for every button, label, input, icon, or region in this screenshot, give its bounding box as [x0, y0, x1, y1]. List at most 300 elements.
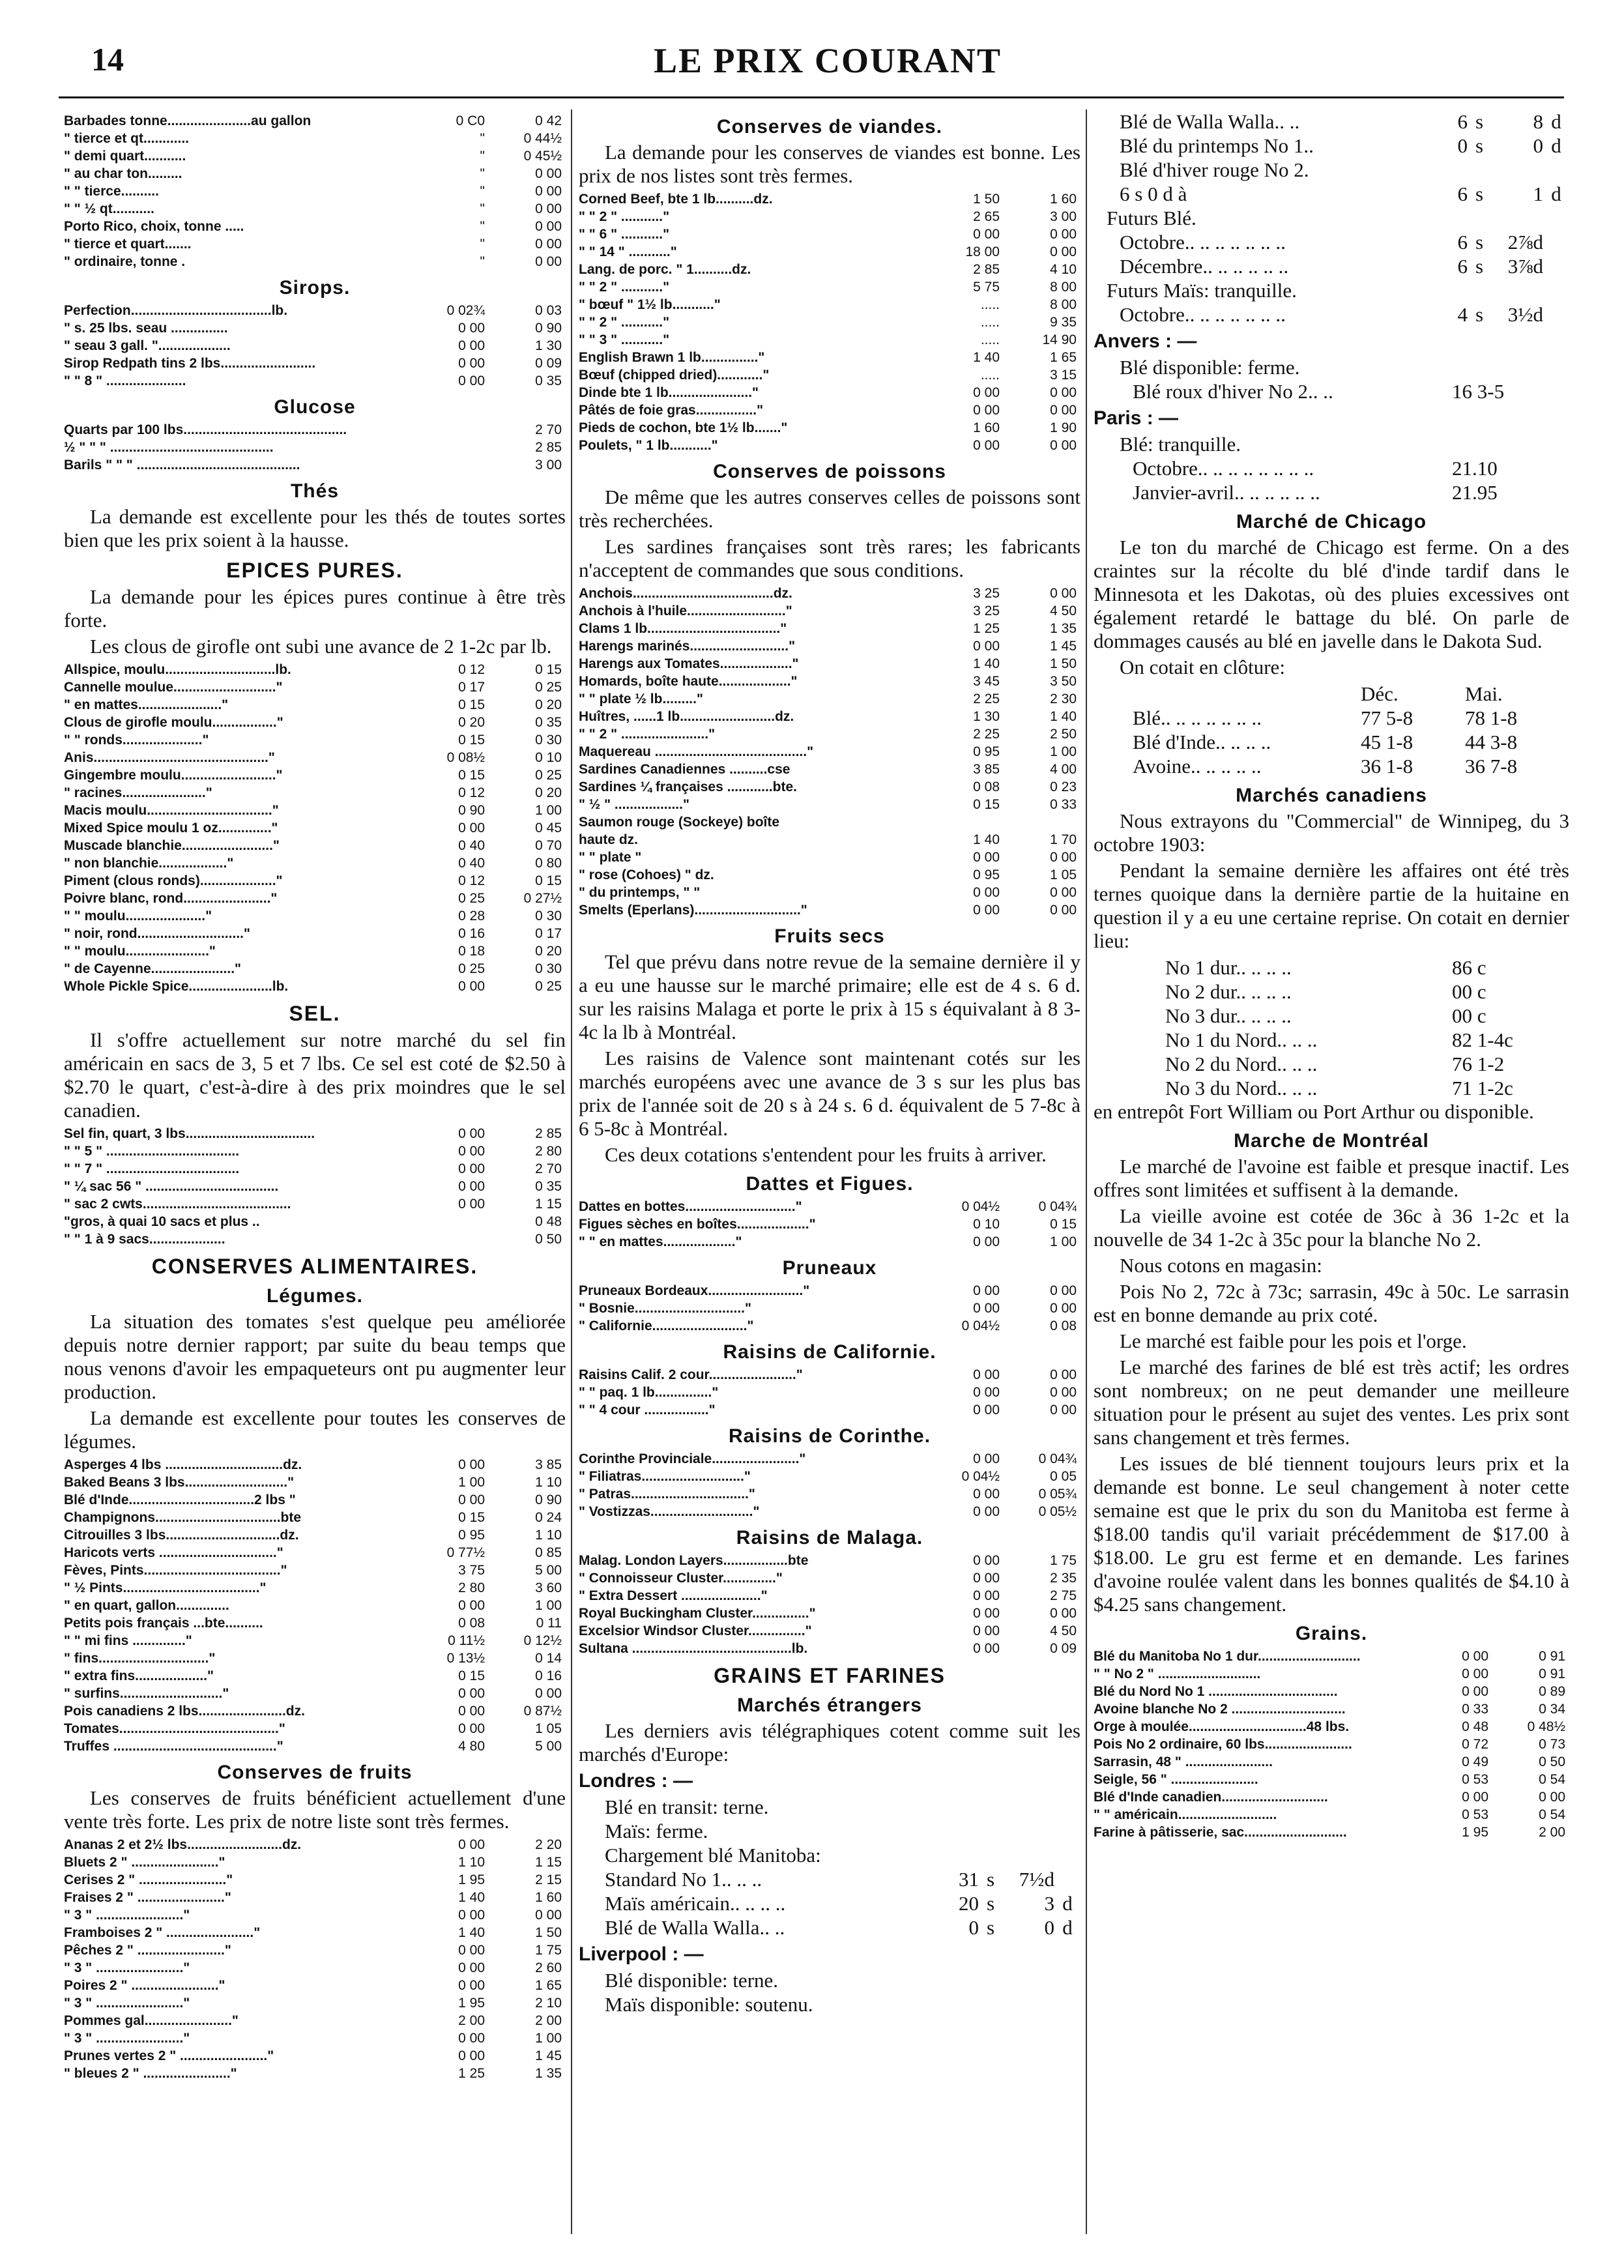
item-label: " au char ton......... [64, 166, 182, 181]
price-high: 0 00 [1050, 1301, 1077, 1316]
item-label: Blé du Manitoba No 1 dur........................... [1094, 1649, 1361, 1664]
price-table-malaga [579, 1552, 1080, 1657]
section-heading: Raisins de Corinthe. [728, 1425, 931, 1447]
price-high: 0 35 [535, 373, 562, 388]
price-low: 3 75 [458, 1563, 485, 1578]
price-low: 1 10 [458, 1855, 485, 1870]
item-label: Clous de girofle moulu................." [64, 715, 283, 730]
market-lines [1094, 355, 1569, 379]
quote-label: Avoine.. .. .. .. .. [1133, 755, 1262, 778]
chicago-row [1094, 706, 1569, 730]
price-low [929, 813, 1000, 831]
item-label: Haricots verts ..............................." [64, 1545, 283, 1560]
price-row [64, 1195, 566, 1213]
article-paragraph: Les sardines françaises sont très rares; les fabricants n'acceptent de commandes que sous conditions. [579, 535, 1080, 581]
price-table-sel [64, 1125, 566, 1248]
price-high: 0 00 [1050, 1385, 1077, 1400]
price-high: 0 33 [1050, 797, 1077, 812]
quote-value: 0 [1044, 1916, 1054, 1939]
item-label: " 3 " ......................." [64, 1960, 190, 1975]
section-heading: Raisins de Malaga. [736, 1527, 923, 1548]
quote-value: 7½d [1019, 1868, 1054, 1891]
item-label: " Extra Dessert ....................." [579, 1588, 768, 1603]
price-low [414, 456, 485, 474]
section-heading: Conserves de fruits [217, 1762, 413, 1783]
price-low: 1 30 [973, 709, 1000, 724]
price-high: 4 50 [1050, 603, 1077, 618]
price-high: 0 00 [1050, 438, 1077, 453]
column-divider [1086, 109, 1087, 2234]
price-row [64, 1544, 566, 1562]
price-row [579, 1233, 1080, 1251]
price-high: 2 10 [535, 1996, 562, 2011]
quote-unit [1543, 158, 1569, 182]
price-low: 2 00 [458, 2013, 485, 2028]
price-low: 0 15 [458, 768, 485, 783]
item-label: " Vostizzas..........................." [579, 1504, 760, 1519]
item-label: " Bosnie............................." [579, 1301, 751, 1316]
item-label: Tomates.........................................." [64, 1721, 285, 1736]
article-paragraph: De même que les autres conserves celles de poissons sont très recherchées. [579, 486, 1080, 532]
section-heading: SEL. [289, 1002, 341, 1025]
price-low: 0 15 [973, 797, 1000, 812]
section-heading: Marche de Montréal [1234, 1130, 1429, 1152]
price-high: 0 45½ [523, 149, 562, 164]
item-label: " en quart, gallon.............. [64, 1598, 229, 1613]
price-row [64, 802, 566, 819]
price-row [1094, 1824, 1569, 1841]
price-high: 0 00 [1050, 1606, 1077, 1621]
price-row [579, 1450, 1080, 1468]
price-row [64, 960, 566, 978]
item-label: Fraises 2 " ......................." [64, 1890, 231, 1905]
price-row [579, 366, 1080, 384]
market-label: Londres : — [579, 1770, 693, 1792]
price-high: 0 16 [535, 1668, 562, 1683]
canadian-quote [1094, 955, 1569, 980]
price-row [579, 331, 1080, 349]
price-high: 0 25 [535, 680, 562, 695]
item-label: " seau 3 gall. "................... [64, 338, 231, 353]
price-high: 0 25 [535, 768, 562, 783]
price-row [64, 372, 566, 390]
item-label: Sarrasin, 48 " ....................... [1094, 1754, 1273, 1769]
price-row [64, 1579, 566, 1597]
price-row [579, 585, 1080, 602]
quote-value: 16 3-5 [1452, 380, 1505, 403]
quote-label: No 3 dur.. .. .. .. [1165, 1004, 1292, 1027]
price-high: 3 00 [1050, 209, 1077, 224]
quote-label: Futurs Maïs: tranquille. [1107, 279, 1297, 302]
price-low: 0 00 [458, 1144, 485, 1159]
price-high: 0 04¾ [1038, 1199, 1077, 1214]
article-paragraph: Le marché de l'avoine est faible et presque inactif. Les offres sont limitées et suffisent à la demande. [1094, 1155, 1569, 1201]
canadian-quote [1094, 1028, 1569, 1052]
price-high: 0 91 [1539, 1649, 1565, 1664]
price-row [64, 319, 566, 337]
quote-unit: s [1475, 255, 1484, 278]
price-row [579, 401, 1080, 419]
price-low: 2 65 [973, 209, 1000, 224]
item-label: " " américain.......................... [1094, 1807, 1277, 1822]
price-high: 0 42 [535, 113, 562, 128]
price-low: 0 77½ [446, 1545, 485, 1560]
quote-list [1094, 456, 1569, 504]
quote-value: 3½d [1507, 303, 1543, 326]
price-high: 1 75 [1050, 1553, 1077, 1568]
price-low: 1 50 [973, 192, 1000, 207]
item-label: " " 7 " ................................... [64, 1161, 240, 1176]
item-label: " " mi fins .............." [64, 1633, 192, 1648]
section-heading: Glucose [274, 396, 356, 418]
price-high: 0 48 [535, 1214, 562, 1229]
quote-line [1094, 456, 1569, 480]
price-high: 0 27½ [523, 891, 562, 906]
price-high: 0 90 [535, 1492, 562, 1507]
price-row [1094, 1700, 1569, 1718]
item-label: Pommes gal......................." [64, 2013, 239, 2028]
price-high: 1 65 [1050, 350, 1077, 365]
price-high: 1 00 [535, 1598, 562, 1613]
price-low: 0 00 [1462, 1684, 1488, 1699]
price-row [64, 439, 566, 456]
price-low: 0 15 [458, 697, 485, 712]
price-low: 0 00 [458, 2048, 485, 2063]
item-label: Lang. de porc. " 1..........dz. [579, 262, 751, 277]
quote-unit [1543, 254, 1569, 278]
price-high: 0 34 [1539, 1702, 1565, 1717]
item-label: " tierce et quart....... [64, 237, 192, 252]
price-high: 0 20 [535, 785, 562, 800]
price-row [64, 1178, 566, 1195]
quote-list [1094, 955, 1569, 1100]
price-low: 0 40 [458, 838, 485, 853]
price-high: 1 05 [1050, 867, 1077, 882]
price-row [64, 182, 566, 200]
price-row [64, 1737, 566, 1755]
item-label: " du printemps, " " [579, 885, 701, 900]
price-low: 0 00 [973, 1487, 1000, 1502]
price-low: 0 00 [458, 1960, 485, 1975]
quote-text: Blé disponible: ferme. [1120, 356, 1300, 379]
quote-value: 77 5-8 [1361, 706, 1414, 729]
price-high: 0 00 [1050, 1367, 1077, 1382]
price-row [64, 147, 566, 165]
quote-value: 21.95 [1452, 481, 1498, 504]
price-low: 0 00 [973, 1641, 1000, 1656]
canadian-quote [1094, 1052, 1569, 1076]
price-high: 5 00 [535, 1739, 562, 1754]
item-label: Anchois.....................................dz. [579, 586, 792, 601]
item-label: " 3 " ......................." [64, 1908, 190, 1923]
price-low: 1 25 [458, 2066, 485, 2081]
price-low: 0 00 [458, 1837, 485, 1852]
quote-label: Janvier-avril.. .. .. .. .. .. [1133, 481, 1320, 504]
price-low: 0 00 [1462, 1790, 1488, 1805]
price-high: 2 70 [535, 1161, 562, 1176]
item-label: Figues sèches en boîtes..................." [579, 1217, 816, 1232]
item-label: " Filiatras..........................." [579, 1469, 751, 1484]
price-high: 0 09 [1050, 1641, 1077, 1656]
item-label: " " 3 " ..........." [579, 332, 670, 347]
price-high: 8 00 [1050, 280, 1077, 295]
item-label: Allspice, moulu.............................lb. [64, 662, 291, 677]
item-label: Bœuf (chipped dried)............" [579, 368, 770, 383]
quote-label: Blé d'Inde.. .. .. .. [1133, 731, 1271, 753]
item-label: " " No 2 " ........................... [1094, 1666, 1261, 1681]
price-row [579, 296, 1080, 313]
price-row [64, 2047, 566, 2065]
article-paragraph: La demande est excellente pour les thés de toutes sortes bien que les prix soient à la hausse. [64, 505, 566, 551]
price-high: 0 05 [1050, 1469, 1077, 1484]
price-high: 2 70 [535, 422, 562, 437]
item-label: " Californie........................." [579, 1318, 754, 1333]
quote-label: Futurs Blé. [1107, 207, 1196, 229]
item-label: Dinde bte 1 lb......................" [579, 385, 759, 400]
price-high: 0 00 [1050, 885, 1077, 900]
price-row [579, 313, 1080, 331]
price-low: 0 00 [973, 1504, 1000, 1519]
price-high: 0 00 [1050, 1403, 1077, 1418]
price-row [64, 890, 566, 907]
price-low: 0 00 [973, 1623, 1000, 1638]
quote-unit: d [1551, 110, 1561, 133]
price-high: 0 00 [1050, 850, 1077, 865]
item-label: Harengs marinés.........................." [579, 639, 796, 654]
price-low: 0 08 [458, 1616, 485, 1631]
price-high: 0 12½ [523, 1633, 562, 1648]
item-label: " racines......................" [64, 785, 212, 800]
price-low: 0 00 [1462, 1666, 1488, 1681]
price-high: 0 00 [535, 237, 562, 252]
price-high: 1 45 [535, 2048, 562, 2063]
page-header [91, 40, 1564, 86]
price-row [64, 1562, 566, 1579]
price-row [64, 1871, 566, 1889]
item-label: Sultana ..........................................lb. [579, 1641, 808, 1656]
price-high: 2 30 [1050, 691, 1077, 706]
price-low: 0 33 [1462, 1702, 1488, 1717]
item-label: Saumon rouge (Sockeye) boîte [579, 815, 780, 830]
price-row [579, 190, 1080, 208]
price-low: 0 02¾ [446, 303, 485, 318]
quote-value: 86 c [1452, 956, 1486, 979]
price-row [64, 749, 566, 766]
price-row [64, 1941, 566, 1959]
article-paragraph: Les clous de girofle ont subi une avance de 2 1-2c par lb. [90, 635, 552, 658]
quote-value: 45 1-8 [1361, 731, 1414, 753]
price-high: 8 00 [1050, 297, 1077, 312]
item-label: Seigle, 56 " ....................... [1094, 1772, 1258, 1787]
price-row [579, 437, 1080, 454]
price-high: 1 45 [1050, 639, 1077, 654]
item-label: " sac 2 cwts....................................... [64, 1197, 291, 1212]
price-low: " [480, 149, 485, 164]
price-high: 0 00 [1050, 244, 1077, 259]
item-label: Corned Beef, bte 1 lb..........dz. [579, 192, 773, 207]
price-low: 0 15 [458, 1668, 485, 1683]
price-high: 0 85 [535, 1545, 562, 1560]
price-row [579, 1300, 1080, 1317]
quote-value: 20 [959, 1892, 979, 1915]
price-row [579, 349, 1080, 366]
price-low: 0 00 [458, 338, 485, 353]
item-label: " " 14 " ..........." [579, 244, 677, 259]
price-row [64, 200, 566, 218]
column-header: Déc. [1361, 682, 1399, 705]
price-row [64, 1906, 566, 1924]
quote-unit: d [1062, 1916, 1073, 1939]
item-label: Perfection.....................................lb. [64, 303, 288, 318]
price-low: 1 25 [973, 621, 1000, 636]
quote-label: Maïs américain.. .. .. .. [605, 1892, 786, 1915]
price-row [64, 1125, 566, 1142]
price-row [579, 884, 1080, 901]
price-low: 0 00 [458, 1197, 485, 1212]
item-label: Pieds de cochon, bte 1½ lb......." [579, 420, 788, 435]
price-low: 0 00 [973, 1403, 1000, 1418]
price-low: ..... [980, 368, 1000, 383]
item-label: Cannelle moulue..........................." [64, 680, 283, 695]
price-row [1094, 1683, 1569, 1700]
article-paragraph: On cotait en clôture: [1120, 656, 1285, 678]
price-table-epices [64, 661, 566, 995]
price-low: 0 15 [458, 1510, 485, 1525]
item-label: " 3 " ......................." [64, 2031, 190, 2046]
quote-line [579, 1915, 1080, 1940]
price-row [64, 872, 566, 890]
quote-label: Blé d'hiver rouge No 2. [1120, 158, 1309, 181]
quote-label: Standard No 1.. .. .. [605, 1868, 762, 1891]
quote-line [1094, 254, 1569, 278]
price-low [414, 439, 485, 456]
price-low: 0 53 [1462, 1807, 1488, 1822]
quote-unit: s [986, 1892, 995, 1915]
article-paragraph: La demande pour les épices pures continue à être très forte. [64, 585, 566, 632]
chicago-header [1094, 682, 1569, 706]
price-row [579, 778, 1080, 796]
item-label: Anis.............................................." [64, 750, 275, 765]
price-low: 0 00 [973, 1301, 1000, 1316]
quote-value: 2⅞d [1507, 231, 1543, 254]
price-high: 3 85 [535, 1457, 562, 1472]
section-heading: GRAINS ET FARINES [714, 1664, 946, 1687]
price-low: 0 00 [973, 639, 1000, 654]
market-lines [1094, 432, 1569, 456]
quote-line [1094, 109, 1569, 134]
price-low: 0 49 [1462, 1754, 1488, 1769]
price-low: 0 C0 [456, 113, 485, 128]
price-low: 0 00 [458, 1492, 485, 1507]
quote-label: No 2 du Nord.. .. .. [1165, 1053, 1318, 1075]
price-low: 0 00 [458, 1126, 485, 1141]
quote-line [1094, 134, 1569, 158]
price-low: " [480, 254, 485, 269]
price-low [414, 421, 485, 439]
item-label: Prunes vertes 2 " ......................." [64, 2048, 274, 2063]
price-high: 0 15 [535, 662, 562, 677]
item-label: " noir, rond............................" [64, 926, 250, 941]
quote-value: 6 [1457, 255, 1468, 278]
item-label: " " paq. 1 lb..............." [579, 1385, 719, 1400]
quote-list [1094, 230, 1569, 278]
price-high: 0 11 [536, 1616, 562, 1631]
price-high: 2 80 [535, 1144, 562, 1159]
price-row [579, 866, 1080, 884]
price-row [579, 1198, 1080, 1215]
item-label: Poires 2 " ......................." [64, 1978, 225, 1993]
price-low: 0 00 [458, 1161, 485, 1176]
price-row [579, 655, 1080, 673]
quote-label: Blé de Walla Walla.. .. [605, 1916, 785, 1939]
price-high: 1 00 [535, 803, 562, 818]
price-row [579, 1366, 1080, 1384]
item-label: Pois canadiens 2 lbs.......................dz. [64, 1704, 305, 1719]
price-low: 0 00 [1462, 1649, 1488, 1664]
price-high: 0 05½ [1038, 1504, 1077, 1519]
price-low: 2 80 [458, 1580, 485, 1595]
price-row [64, 1924, 566, 1941]
price-row [64, 1994, 566, 2012]
article-paragraph: La vieille avoine est cotée de 36c à 36 1-2c et la nouvelle de 34 1-2c à 35c pour la blanche No 2. [1094, 1204, 1569, 1251]
price-row [64, 1160, 566, 1178]
price-row [64, 1614, 566, 1632]
price-row [64, 337, 566, 355]
price-row [579, 208, 1080, 225]
quote-value: 3⅞d [1507, 255, 1543, 278]
item-label: Porto Rico, choix, tonne ..... [64, 219, 244, 234]
price-high: 4 50 [1050, 1623, 1077, 1638]
price-low: 0 00 [973, 227, 1000, 242]
price-row [64, 2029, 566, 2047]
price-high: 0 08 [1050, 1318, 1077, 1333]
price-row [64, 978, 566, 995]
item-label: " en mattes......................" [64, 697, 229, 712]
price-high: 1 50 [535, 1925, 562, 1940]
article-paragraph: Tel que prévu dans notre revue de la semaine dernière il y a eu une hausse sur le marché primaire; elle est de 4 s. 6 d. sur les raisins Malaga et porte le prix à 15 s équivalant à 8 3-4c la lb à Montréal. [579, 950, 1080, 1043]
price-high: 0 35 [535, 1179, 562, 1194]
price-row [1094, 1806, 1569, 1824]
price-low: 0 15 [458, 733, 485, 748]
price-row [1094, 1771, 1569, 1788]
article-paragraph: Les raisins de Valence sont maintenant cotés sur les marchés européens avec une avance de 3 s sur les plus bas prix de l'année soit de 20 s à 24 s. 6 d. équivalent de 5 7-8c à 6 5-8c à Montréal. [579, 1047, 1080, 1140]
column-2 [579, 109, 1080, 2254]
price-high: 0 00 [535, 201, 562, 216]
price-row [64, 731, 566, 749]
price-row [579, 1622, 1080, 1640]
item-label: Champignons.................................bte [64, 1510, 302, 1525]
price-row [64, 837, 566, 854]
price-row [579, 243, 1080, 261]
quote-line [1094, 379, 1569, 403]
item-label: Poivre blanc, rond......................." [64, 891, 278, 906]
article-paragraph: La demande pour les conserves de viandes est bonne. Les prix de nos listes sont très fermes. [579, 141, 1080, 187]
item-label: " ¼ sac 56 " ................................... [64, 1179, 279, 1194]
quote-value: 00 c [1452, 1004, 1486, 1027]
price-high: 0 00 [1050, 1283, 1077, 1298]
quote-label: Blé du printemps No 1.. [1120, 134, 1314, 157]
quote-unit: s [1475, 303, 1484, 326]
price-row [579, 602, 1080, 620]
price-high: 0 00 [1050, 903, 1077, 918]
quote-line [579, 1795, 1080, 1819]
price-high: 2 85 [535, 1126, 562, 1141]
price-high: 2 00 [535, 2013, 562, 2028]
section-heading: Marché de Chicago [1236, 511, 1427, 532]
article-paragraph: en entrepôt Fort William ou Port Arthur ou disponible. [1094, 1100, 1534, 1123]
price-row [1094, 1788, 1569, 1806]
section-heading: Fruits secs [774, 925, 885, 947]
